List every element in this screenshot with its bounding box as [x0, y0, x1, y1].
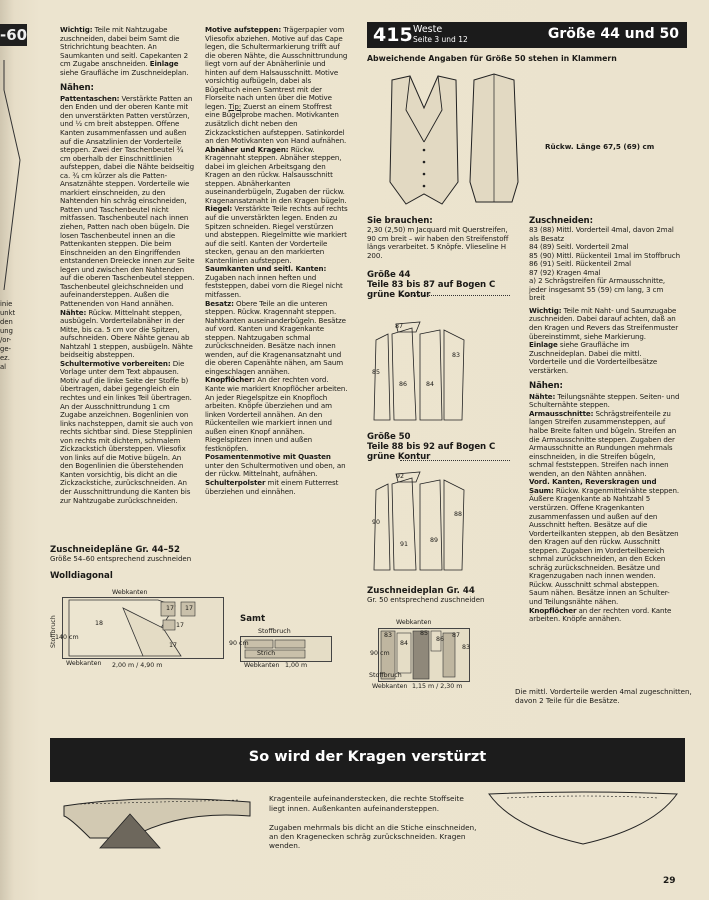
- left-edge-line: [0, 60, 30, 310]
- collar-step-2: Zugaben mehrmals bis dicht an die Stiche einschneiden, an den Kragenecken schräg zurückschneiden. Kragen wenden.: [269, 822, 477, 851]
- zuschneiden-title: Zuschneiden:: [529, 216, 593, 226]
- page-number: 29: [663, 876, 676, 886]
- jacq-piece-1: 83: [384, 632, 393, 639]
- jacq-web-top: Webkanten: [396, 619, 432, 626]
- g50-piece-89: 89: [430, 537, 439, 544]
- col4-einlage: Einlage siehe Graufläche im Zuschneideplan. Dabei die mittl. Vorderteile und die Vorderteilbesätze verstärken.: [529, 340, 658, 375]
- jacq-piece-2: 84: [400, 640, 409, 647]
- g50-piece-90: 90: [372, 519, 381, 526]
- pattern-number: 415: [373, 24, 413, 46]
- g44-rule: [400, 295, 510, 296]
- g50-heading: Größe 50 Teile 88 bis 92 auf Bogen C grüne Kontur: [367, 432, 496, 462]
- woll-web-bottom: Webkanten: [66, 660, 102, 667]
- column-2: [205, 26, 348, 496]
- col2-saumkanten: Saumkanten und seitl. Kanten: Zugaben nach innen heften und feststeppen, dabei vorn die Riegel nicht mitfassen.: [205, 264, 343, 299]
- col4-knopfloecher: Knopflöcher an der rechten vord. Kante arbeiten. Knöpfe annähen.: [529, 605, 672, 624]
- jacq-piece-5: 87: [452, 632, 461, 639]
- col4-naehen-heading: Nähen:: [529, 381, 563, 392]
- vest-illustration: [372, 72, 537, 212]
- right-column-3: Sie brauchen: 2,30 (2,50) m Jacquard mit Querstreifen, 90 cm breit – wir haben den Streifenstoff längs verarbeitet. 5 Knöpfe. Vlieseline H 200. Größe 44 Teile 83 bis 87 auf Bogen C grüne Kontur: [367, 216, 517, 300]
- g44-piece-85: 85: [372, 369, 381, 376]
- g50-piece-88: 88: [454, 511, 463, 518]
- col2-knopfloecher: Knopflöcher: An der rechten vord. Kante wie markiert Knopflöcher arbeiten. An jeder Riegelspitze ein Knopfloch arbeiten. Knöpfe überziehen und am linken Vorderteil annähen. An den Rückenteilen wie markiert innen und außen einen Knopf annähen. Riegelspitzen innen und außen festknöpfen.: [205, 375, 348, 453]
- pattern-size: Größe 44 und 50: [547, 26, 679, 42]
- woll-dim-h: 2,00 m / 4,90 m: [112, 662, 163, 669]
- collar-illustration-right: [483, 788, 683, 850]
- wolldiagonal-plan: 18 17 17 17 17: [62, 597, 224, 659]
- g44-piece-87: 87: [395, 323, 404, 330]
- g50-piece-92: 92: [396, 473, 405, 480]
- pattern-header: [367, 22, 687, 48]
- col1-pattentaschen: Pattentaschen: Verstärkte Patten an den Enden und der oberen Kante mit den unverstärkten Patten verstürzen, und ½ cm breit absteppen. Offene Kanten zusammenfassen und außen auf die Ansatzlinien der Vorderteile steppen. Zwei der Taschenbeutel ¾ cm oberhalb der Einschnittlinien aufsteppen, dabei die Nähte beidseitig ca. ¾ cm kürzer als die Patten-Ansatznähte steppen. Vorderteile wie markiert einschneiden, zu den Nahtenden hin schräg einschneiden, Patten und Taschenbeutel nicht mitfassen. Taschenbeutel nach innen ziehen, Patten nach oben bügeln. Die losen Taschenbeutel innen an die Pattenkanten steppen. Die beim Einschneiden an den Eingriffenden entstandenen Dreiecke innen zur Seite legen und zwischen den Nahtenden auf die oberen Taschenbeutel steppen. Taschenbeutel gleichschneiden und aufeinandersteppen. Außen die Pattenenden von Hand annähen.: [60, 93, 195, 308]
- woll-stoffbruch: Stoffbruch: [50, 615, 57, 648]
- col4-naehte: Nähte: Teilungsnähte steppen. Seiten- und Schulternähte steppen.: [529, 391, 680, 410]
- g50-piece-91: 91: [400, 541, 409, 548]
- samt-dim-v: 90 cm: [229, 640, 249, 647]
- g44-piece-83: 83: [452, 352, 461, 359]
- col4-vord-kanten: Vord. Kanten, Reverskragen und Saum: Rückw. Kragenmittelnähte steppen. Äußere Kragenkante ab Nahtzahl 5 verstürzen. Offene Kragenkanten zusammenfassen und außen auf den Ausschnitt heften. Besätze auf die Vorderteilkanten steppen, ab den Besätzen den Kragen auf den rückw. Ausschnitt steppen. Zugaben im Vorderteilbereich schmal zurückschneiden, an den Ecken schräg zurückschneiden. Besätze und Kragenzugaben nach innen wenden. Rückw. Ausschnitt schmal absteppen. Saum nähen. Besätze innen an Schulter- und Teilungsnähte nähen.: [529, 477, 680, 606]
- col2-posamenten: Posamentenmotive mit Quasten unter den Schultermotiven und oben, an der rückw. Mittelnaht, aufnähen.: [205, 452, 346, 479]
- col1-naehen-heading: Nähen:: [60, 83, 94, 94]
- col2-schulterpolster: Schulterpolster mit einem Futterrest überziehen und einnähen.: [205, 477, 339, 496]
- pattern-pages: Seite 3 und 12: [413, 35, 468, 44]
- sie-brauchen-title: Sie brauchen:: [367, 216, 433, 226]
- sie-brauchen-text: 2,30 (2,50) m Jacquard mit Querstreifen, 90 cm breit – wir haben den Streifenstoff längs verarbeitet. 5 Knöpfe. Vlieseline H 200.: [367, 225, 509, 260]
- page-tab: -60: [0, 26, 28, 44]
- rueckw-laenge: Rückw. Länge 67,5 (69) cm: [545, 142, 655, 151]
- col4-armausschnitte: Armausschnitte: Schrägstreifenteile zu langen Streifen zusammensteppen, auf halbe Breite falten und bügeln. Streifen an die Armausschnitte steppen. Zugaben der Armausschnitte an Rundungen mehrmals einschneiden, in die Streifen bügeln, schmal feststeppen. Streifen nach innen wenden, an den Nähten annähen.: [529, 408, 677, 478]
- woll-web-top: Webkanten: [112, 589, 148, 596]
- g44-piece-86: 86: [399, 381, 408, 388]
- g44-pattern-pieces: [368, 320, 468, 430]
- jacq-dim-v: 90 cm: [370, 650, 390, 657]
- jacq-web-bottom: Webkanten: [372, 683, 408, 690]
- samt-strich: Strich: [257, 650, 276, 657]
- samt-stoffbruch: Stoffbruch: [258, 628, 291, 635]
- right-plan-heading: Zuschneideplan Gr. 44 Gr. 50 entsprechend zuschneiden: [367, 586, 485, 604]
- cutting-plan-left-heading: Zuschneidepläne Gr. 44–52 Größe 54–60 entsprechend zuschneiden Wolldiagonal: [50, 545, 192, 581]
- jacq-piece-6: 83: [462, 644, 471, 651]
- mittl-note: Die mittl. Vorderteile werden 4mal zugeschnitten, davon 2 Teile für die Besätze.: [515, 687, 692, 705]
- abweichend-note: Abweichende Angaben für Größe 50 stehen in Klammern: [367, 54, 617, 63]
- collar-illustration-left: [60, 788, 260, 850]
- samt-web: Webkanten: [244, 662, 280, 669]
- col2-besatz: Besatz: Obere Teile an die unteren steppen. Rückw. Kragennaht steppen. Nahtkanten auseinanderbügeln. Besätze auf vord. Kanten und Kragenkante steppen. Nahtzugaben schmal zurückschneiden. Besätze nach innen wenden, auf die Kragenansatznaht und die oberen Capenähte nähen, am Saum eingeschlagen annähen.: [205, 298, 346, 376]
- collar-banner: So wird der Kragen verstürzt: [50, 738, 685, 782]
- g44-piece-84: 84: [426, 381, 435, 388]
- col2-riegel: Riegel: Verstärkte Teile rechts auf rechts auf die unverstärkten legen. Enden zu Spitzen schneiden. Riegel verstürzen und absteppen. Riegelmitte wie markiert auf die seitl. Kanten der Vorderteile stecken, genau an den markierten Kantenlinien aufsteppen.: [205, 204, 348, 265]
- col4-wichtig: Wichtig: Teile mit Naht- und Saumzugabe zuschneiden. Dabei darauf achten, daß an den Kragen und Revers das Streifenmuster übereinstimmt, siehe Markierung.: [529, 305, 679, 341]
- col2-abnaeher: Abnäher und Kragen: Rückw. Kragennaht steppen. Abnäher steppen, dabei im gleichen Arbeitsgang den Kragen an den rückw. Halsausschnitt steppen. Abnäherkanten auseinanderbügeln, Zugaben der rückw. Kragenansatznaht in den Kragen bügeln.: [205, 144, 347, 205]
- pattern-title: Weste: [413, 24, 443, 35]
- jacq-piece-4: 86: [436, 636, 445, 643]
- collar-text: [269, 787, 479, 858]
- woll-dim-v: 140 cm: [55, 634, 79, 641]
- samt-label: Samt: [240, 614, 266, 624]
- samt-pieces: [241, 637, 331, 661]
- jacq-piece-3: 85: [420, 630, 429, 637]
- samt-plan: [240, 636, 332, 662]
- col1-schultermotive: Schultermotive vorbereiten: Die Vorlage unter dem Text abpausen. Motiv auf die linke Seite der Stoffe b) übertragen, dabei gegengleich ein rechtes und ein linkes Teil übertragen. An der Ausschnittrundung 1 cm Zugabe anzeichnen. Bogenlinien von links nachsteppen, damit sie auch von rechts sichtbar sind. Diese Stepplinien von rechts mit dichtem, schmalem Zickzackstich übersteppen. Vliesofix von links auf die Motive bügeln. An den Bogenlinien die überstehenden Kanten vorsichtig, bis dicht an die Zickzackstiche, zurückschneiden. An der Ausschnittrundung die Kanten bis zur Nahtzugabe zurückschneiden.: [60, 358, 193, 505]
- g50-rule: [400, 460, 510, 461]
- left-edge-fragments: inie unkt den ung /or- ge- ez. al: [0, 300, 16, 371]
- collar-step-1: Kragenteile aufeinanderstecken, die rechte Stoffseite liegt innen. Außenkanten aufeinandersteppen.: [269, 794, 464, 813]
- column-1: [60, 26, 196, 505]
- samt-dim-h: 1,00 m: [285, 662, 308, 669]
- wolldiagonal-pieces: [63, 598, 223, 658]
- jacq-dim-h: 1,15 m / 2,30 m: [412, 683, 463, 690]
- col1-wichtig: Wichtig: Teile mit Nahtzugabe zuschneiden, dabei beim Samt die Strichrichtung beachten. An Saumkanten und seitl. Capekanten 2 cm Zugabe anschneiden. Einlage siehe Graufläche im Zuschneideplan.: [60, 25, 189, 77]
- column-4: Zuschneiden: 83 (88) Mittl. Vorderteil 4mal, davon 2mal als Besatz 84 (89) Seitl. Vorderteil 2mal 85 (90) Mittl. Rückenteil 1mal im Stoffbruch 86 (91) Seitl. Rückenteil 2mal 87 (92) Kragen 4mal a) 2 Schrägstreifen für Armausschnitte, jeder insgesamt 55 (59) cm lang, 3 cm breit Wichtig: Teile mit Naht- und Saumzugabe zuschneiden. Dabei darauf achten, daß an den Kragen und Revers das Streifenmuster übereinstimmt, siehe Markierung. Einlage siehe Graufläche im Zuschneideplan. Dabei die mittl. Vorderteile und die Vorderteilbesätze verstärken. Nähen: Nähte: Teilungsnähte steppen. Seiten- und Schulternähte steppen. Armausschnitte: Schrägstreifenteile zu langen Streifen zusammensteppen, auf halbe Breite falten und bügeln. Streifen an die Armausschnitte steppen. Zugaben der Armausschnitte an Rundungen mehrmals einschneiden, in die Streifen bügeln, schmal feststeppen. Streifen nach innen wenden, an den Nähten annähen. Vord. Kanten, Reverskragen und Saum: Rückw. Kragenmittelnähte steppen. Äußere Kragenkante ab Nahtzahl 5 verstürzen. Offene Kragenkanten zusammenfassen und außen auf den Ausschnitt heften. Besätze auf die Vorderteilkanten steppen, ab den Besätzen den Kragen auf den rückw. Ausschnitt steppen. Zugaben im Vorderteilbereich schmal zurückschneiden, an den Ecken schräg zurückschneiden. Besätze und Kragenzugaben nach innen wenden. Rückw. Ausschnitt schmal absteppen. Saum nähen. Besätze innen an Schulter- und Teilungsnähte nähen. Knopflöcher an der rechten vord. Kante arbeiten. Knöpfe annähen.: [529, 216, 680, 624]
- col1-naehte: Nähte: Rückw. Mittelnaht steppen, ausbügeln. Vorderteilabnäher in der Mitte, bis ca. 5 cm vor die Spitzen, aufschneiden. Obere Nähte genau ab Nahtzahl 1 steppen, ausbügeln. Nähte beidseitig absteppen.: [60, 307, 193, 360]
- jacq-stoffbruch: Stoffbruch: [369, 672, 402, 679]
- col2-motive: Motive aufsteppen: Trägerpapier vom Vliesofix abziehen. Motive auf das Cape legen, die Schultermarkierung trifft auf die oberen Nähte, die Ausschnittrundung liegt vorn auf der Abnäherlinie und hinten auf dem Halsausschnitt. Motive vorsichtig aufbügeln, dabei als Bügeltuch einen Samtrest mit der Florseite nach unten über die Motive legen. Tip: Zuerst an einem Stoffrest eine Bügelprobe machen. Motivkanten zusätzlich dicht neben den Zickzackstichen aufsteppen. Satinkordel an den Motivkanten von Hand aufnähen.: [205, 25, 348, 146]
- g50-pattern-pieces: [368, 470, 468, 580]
